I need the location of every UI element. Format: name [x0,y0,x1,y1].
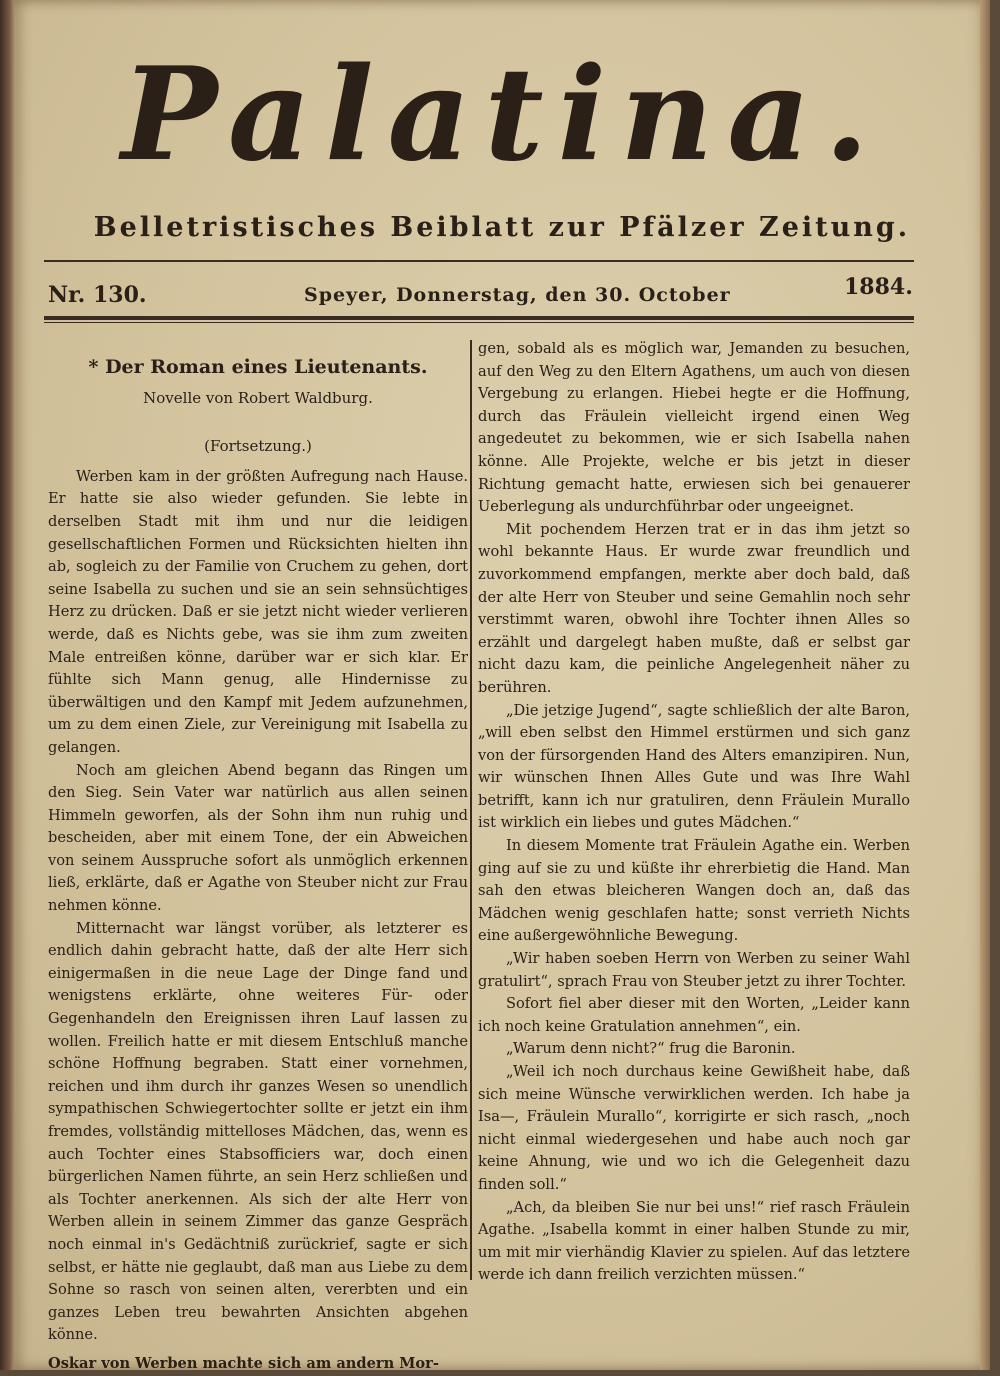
paragraph: „Die jetzige Jugend“, sagte schließlich der alte Baron, „will eben selbst den Himmel erstürmen und sich ganz von der fürsorgenden Hand des Alters emanzipiren. Nun, wir wünschen Ihnen Alles Gute und was Ihre Wahl betrifft, kann ich nur gratuliren, denn Fräulein Murallo ist wirklich ein liebes und gutes Mädchen.“ [478,701,910,832]
paragraph: In diesem Momente trat Fräulein Agathe ein. Werben ging auf sie zu und küßte ihr ehrerbietig die Hand. Man sah den etwas bleicheren Wangen doch an, daß das Mädchen wenig geschlafen hatte; sonst verrieth Nichts eine außergewöhnliche Bewegung. [478,837,910,945]
paragraph: Sofort fiel aber dieser mit den Worten, „Leider kann ich noch keine Gratulation annehmen“, ein. [478,995,910,1035]
issue-dateline: Speyer, Donnerstag, den 30. October [304,284,731,306]
page-edge [980,0,990,1370]
story-continuation-note: (Fortsetzung.) [204,437,312,456]
header-rule-top [44,260,914,262]
paragraph: gen, sobald als es möglich war, Jemanden zu besuchen, auf den Weg zu den Eltern Agathens, um auch von diesen Vergebung zu erlangen. Hiebei hegte er die Hoffnung, durch das Fräulein vielleicht irgend einen Weg angedeutet zu bekommen, wie er sich Isabella nahen könne. Alle Projekte, welche er bis jetzt in dieser Richtung gemacht hatte, erwiesen sich bei genauerer Ueberlegung als undurchführbar oder ungeeignet. [478,340,910,516]
masthead-subtitle: Belletristisches Beiblatt zur Pfälzer Zeitung. [93,212,911,243]
issue-year: 1884. [844,274,913,300]
paragraph: „Warum denn nicht?“ frug die Baronin. [506,1040,796,1058]
paragraph: „Ach, da bleiben Sie nur bei uns!“ rief rasch Fräulein Agathe. „Isabella kommt in einer halben Stunde zu mir, um mit mir vierhändig Klavier zu spielen. Auf das letztere werde ich dann freilich verzichten müssen.“ [478,1198,910,1284]
paragraph: „Weil ich noch durchaus keine Gewißheit habe, daß sich meine Wünsche verwirklichen werden. Ich habe ja Isa—, Fräulein Murallo“, korrigirte er sich rasch, „noch nicht einmal wiedergesehen und habe auch noch gar keine Ahnung, wie und wo ich die Gelegenheit dazu finden soll.“ [478,1063,910,1193]
paragraph: Mitternacht war längst vorüber, als letzterer es endlich dahin gebracht hatte, daß der alte Herr sich einigermaßen in die neue Lage der Dinge fand und wenigstens erklärte, ohne weiteres Für- oder Gegenhandeln den Ereignissen ihren Lauf lassen zu wollen. Freilich hatte er mit diesem Entschluß manche schöne Hoffnung begraben. Statt einer vornehmen, reichen und ihm durch ihr ganzes Wesen so unendlich sympathischen Schwiegertochter sollte er jetzt ein ihm fremdes, vollständig mittelloses Mädchen, das, wenn es auch Tochter eines Stabsofficiers war, doch einen bürgerlichen Namen führte, an sein Herz schließen und als Tochter anerkennen. Als sich der alte Herr von Werben allein in seinem Zimmer das ganze Gespräch noch einmal in's Gedächtniß zurückrief, sagte er sich selbst, er hätte nie geglaubt, daß man aus Liebe zu dem Sohne so rasch von seinen alten, vererbten und ein ganzes Leben treu bewahrten Ansichten abgehen könne. [48,919,468,1344]
header-rule-bottom-thin [44,322,914,323]
paragraph: „Wir haben soeben Herrn von Werben zu seiner Wahl gratulirt“, sprach Frau von Steuber jetzt zu ihrer Tochter. [478,950,910,990]
newspaper-page [14,0,990,1370]
column-footer-text: Oskar von Werben machte sich am andern Mor- [48,1354,439,1372]
paragraph: Noch am gleichen Abend begann das Ringen um den Sieg. Sein Vater war natürlich aus allen seinen Himmeln geworfen, als der Sohn ihm nun ruhig und bescheiden, aber mit einem Tone, der ein Abweichen von seinem Ausspruche sofort als unmöglich erkennen ließ, erklärte, daß er Agathe von Steuber nicht zur Frau nehmen könne. [48,761,468,915]
issue-number: Nr. 130. [48,282,147,308]
left-column [48,340,468,1376]
right-column [478,338,910,1287]
masthead-title: Palatina. [121,40,883,190]
paragraph: Mit pochendem Herzen trat er in das ihm jetzt so wohl bekannte Haus. Er wurde zwar freundlich und zuvorkommend empfangen, merkte aber doch bald, daß der alte Herr von Steuber und seine Gemahlin noch sehr verstimmt waren, obwohl ihre Tochter ihnen Alles so erzählt und dargelegt haben mußte, daß er selbst gar nicht dazu kam, die peinliche Angelegenheit näher zu berühren. [478,520,910,696]
story-byline: Novelle von Robert Waldburg. [143,388,373,407]
column-divider [470,340,472,1280]
header-rule-bottom [44,316,914,320]
story-title: * Der Roman eines Lieutenants. [88,356,428,378]
book-binding [0,0,14,1370]
paragraph: Werben kam in der größten Aufregung nach Hause. Er hatte sie also wieder gefunden. Sie lebte in derselben Stadt mit ihm und nur die leidigen gesellschaftlichen Formen und Rücksichten hielten ihn ab, sogleich zu der Familie von Cruchem zu gehen, dort seine Isabella zu suchen und sie an sein sehnsüchtiges Herz zu drücken. Daß er sie jetzt nicht wieder verlieren werde, daß es Nichts gebe, was sie ihm zum zweiten Male entreißen könne, darüber war er sich klar. Er fühlte sich Mann genug, alle Hindernisse zu überwältigen und den Kampf mit Jedem aufzunehmen, um zu dem einen Ziele, zur Vereinigung mit Isabella zu gelangen. [48,467,468,756]
column-footer-line [48,1353,468,1376]
